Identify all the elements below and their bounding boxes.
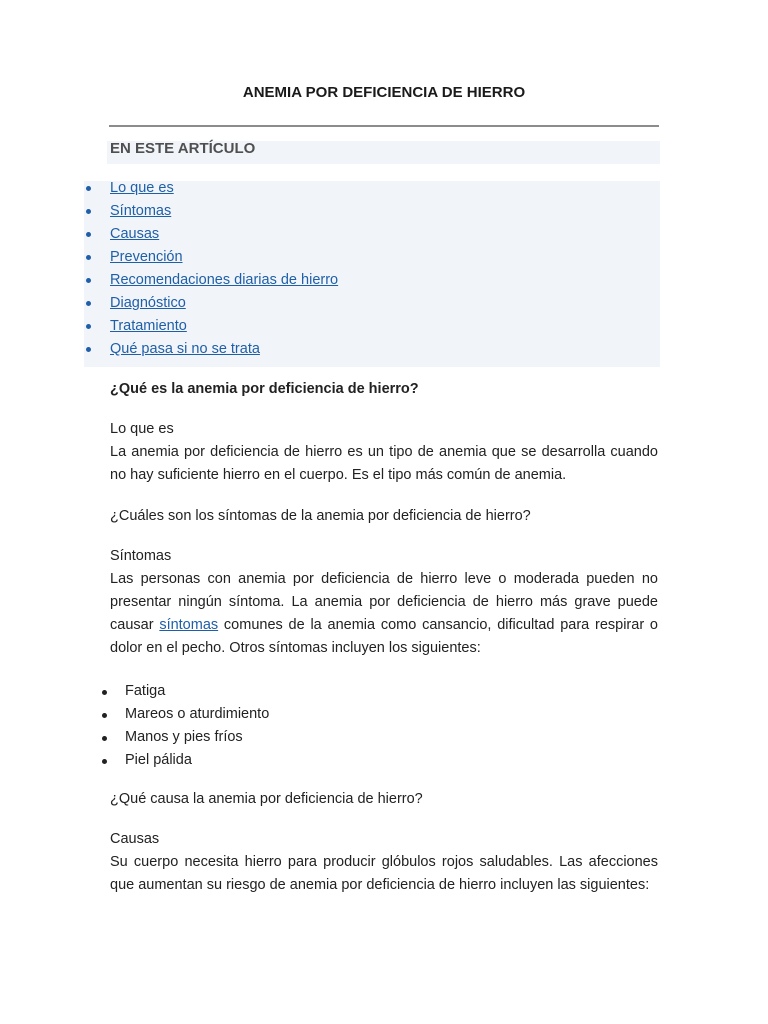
what-label: Lo que es <box>110 421 174 437</box>
bullet-icon <box>86 278 91 283</box>
bullet-icon <box>102 690 107 695</box>
toc-link-causas[interactable]: Causas <box>110 226 160 242</box>
toc-heading: EN ESTE ARTÍCULO <box>110 140 256 157</box>
toc-item-prevencion <box>84 250 660 273</box>
bullet-icon <box>102 759 107 764</box>
toc-item-que-pasa <box>84 342 660 365</box>
toc-link-prevencion[interactable]: Prevención <box>110 249 183 265</box>
toc-link-diagnostico[interactable]: Diagnóstico <box>110 295 186 311</box>
symptoms-question: ¿Cuáles son los síntomas de la anemia por deficiencia de hierro? <box>110 508 531 524</box>
symptoms-body-text-1: Las personas con anemia por deficiencia de hierro leve o moderada pueden no presentar ningún síntoma. La anemia por deficiencia de hierro más grave puede causar <box>110 571 658 633</box>
symptoms-body-text-2: comunes de la anemia como cansancio, dificultad para respirar o dolor en el pecho. Otros síntomas incluyen los siguientes: <box>110 617 658 656</box>
toc-item-sintomas <box>84 204 660 227</box>
page-title: ANEMIA POR DEFICIENCIA DE HIERRO <box>242 84 526 101</box>
causes-label: Causas <box>110 831 160 847</box>
bullet-icon <box>86 209 91 214</box>
bullet-icon <box>86 347 91 352</box>
toc-link-que-pasa[interactable]: Qué pasa si no se trata <box>110 341 260 357</box>
toc-link-tratamiento[interactable]: Tratamiento <box>110 318 187 334</box>
toc-item-recomendaciones <box>84 273 660 296</box>
toc-item-lo-que-es <box>84 181 660 204</box>
bullet-icon <box>86 255 91 260</box>
what-body: La anemia por deficiencia de hierro es un tipo de anemia que se desarrolla cuando no hay suficiente hierro en el cuerpo. Es el tipo más común de anemia. <box>110 444 658 483</box>
toc-heading-box <box>107 141 660 164</box>
toc-item-causas <box>84 227 660 250</box>
symptoms-link[interactable]: síntomas <box>159 617 219 633</box>
toc-link-sintomas[interactable]: Síntomas <box>110 203 172 219</box>
bullet-icon <box>86 232 91 237</box>
bullet-icon <box>86 324 91 329</box>
bullet-icon <box>102 713 107 718</box>
symptoms-body <box>110 568 658 660</box>
what-question: ¿Qué es la anemia por deficiencia de hierro? <box>110 381 419 397</box>
title-divider <box>109 125 659 127</box>
toc-item-tratamiento <box>84 319 660 342</box>
toc-list <box>84 181 660 365</box>
bullet-icon <box>86 301 91 306</box>
bullet-icon <box>102 736 107 741</box>
symptoms-label: Síntomas <box>110 548 172 564</box>
toc-link-recomendaciones[interactable]: Recomendaciones diarias de hierro <box>110 272 339 288</box>
causes-body: Su cuerpo necesita hierro para producir glóbulos rojos saludables. Las afecciones que aumentan su riesgo de anemia por deficiencia de hierro incluyen las siguientes: <box>110 854 658 893</box>
document-page: ANEMIA POR DEFICIENCIA DE HIERRO EN ESTE ARTÍCULO Lo que es Síntomas Causas Prevención Recomendaciones diarias de hierro Diagnóstico Tratamiento Qué pasa si no se trata ¿Qué es la anemia por deficiencia de hierro? Lo que es La anemia por deficiencia de hierro es un tipo de anemia que se desarrolla cuando no hay suficiente hierro en el cuerpo. Es el tipo más común de anemia. ¿Cuáles son los síntomas de la anemia por deficiencia de hierro? Síntomas Las personas con anemia por deficiencia de hierro leve o moderada pueden no presentar ningún síntoma. La anemia por deficiencia de hierro más grave puede causar síntomas comunes de la anemia como cansancio, dificultad para respirar o dolor en el pecho. Otros síntomas incluyen los siguientes: Fatiga Mareos o aturdimiento Manos y pies fríos Piel pálida ¿Qué causa la anemia por deficiencia de hierro? Causas Su cuerpo necesita hierro para producir glóbulos rojos saludables. Las afecciones que aumentan su riesgo de anemia por deficiencia de hierro incluyen las siguientes: <box>0 0 768 1024</box>
table-of-contents <box>84 181 660 367</box>
toc-item-diagnostico <box>84 296 660 319</box>
toc-link-lo-que-es[interactable]: Lo que es <box>110 180 174 196</box>
bullet-icon <box>86 186 91 191</box>
causes-question: ¿Qué causa la anemia por deficiencia de hierro? <box>110 791 423 807</box>
